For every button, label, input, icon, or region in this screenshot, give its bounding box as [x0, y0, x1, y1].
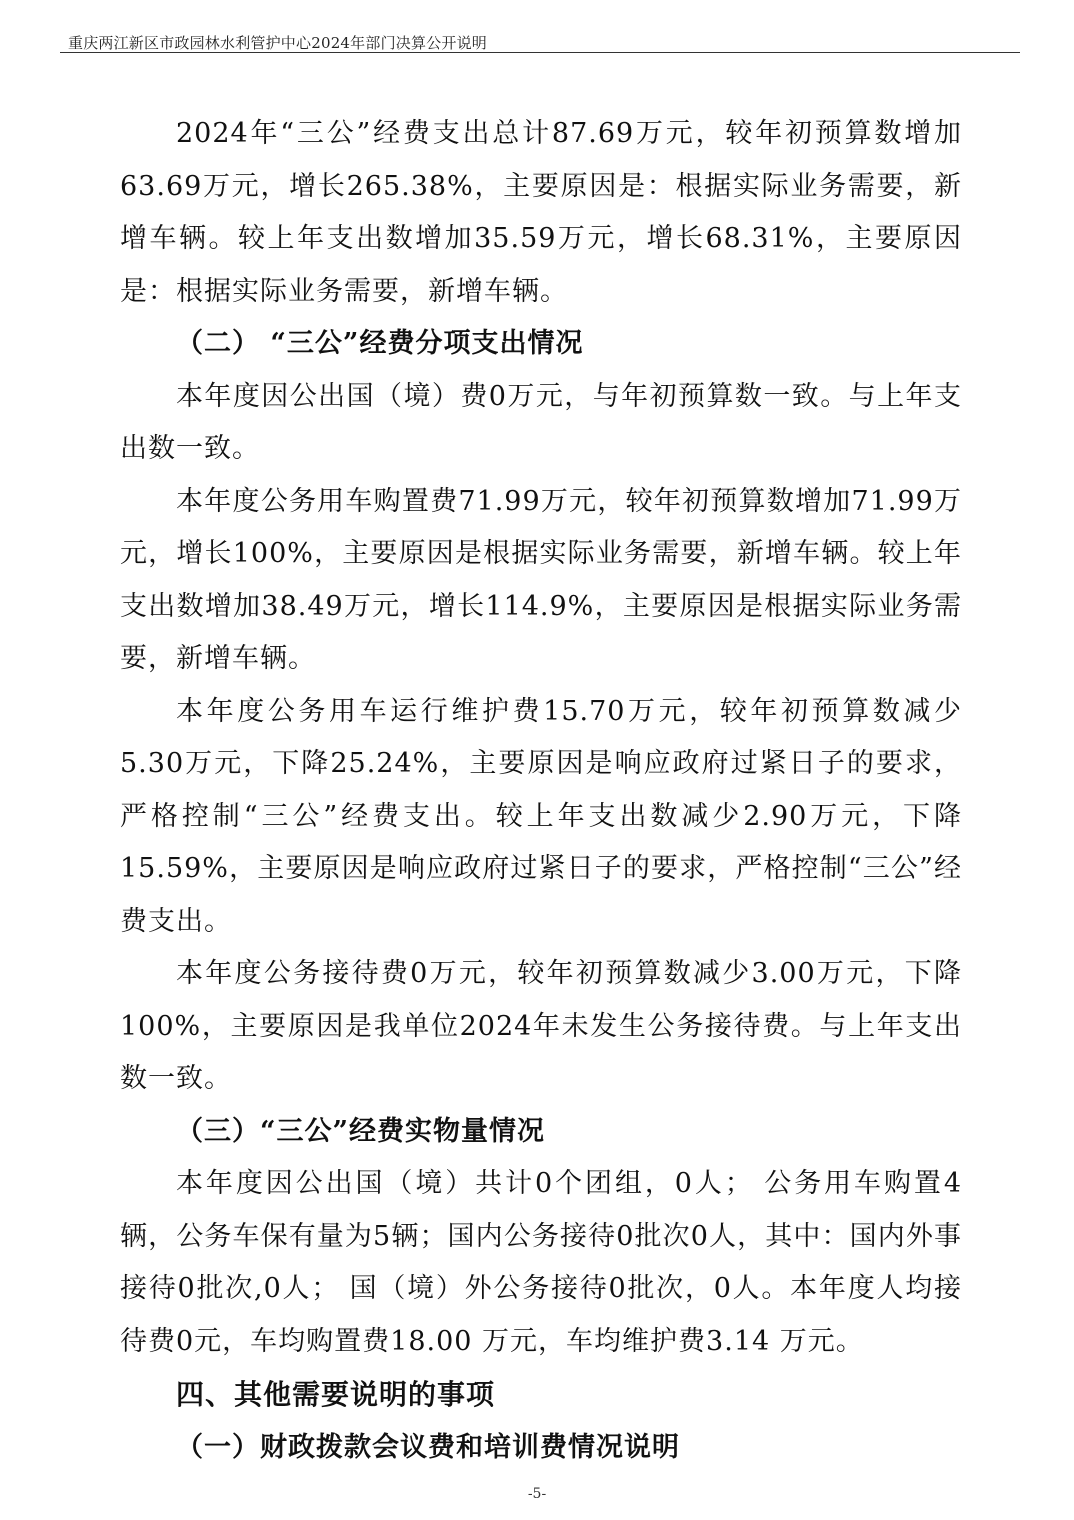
page-number: -5- — [527, 1486, 547, 1502]
paragraph-vehicle-purchase: 本年度公务用车购置费71.99万元，较年初预算数增加71.99万元，增长100%，主要原因是根据实际业务需要，新增车辆。较上年支出数增加38.49万元，增长114.9%，主要原因是根据实际业务需要，新增车辆。 — [120, 485, 962, 674]
paragraph-physical-quantity: 本年度因公出国（境）共计0个团组，0人； 公务用车购置4辆，公务车保有量为5辆；国内公务接待0批次0人，其中：国内外事接待0批次,0人； 国（境）外公务接待0批次，0人。本年度人均接待费0元，车均购置费18.00 万元，车均维护费3.14 万元。 — [120, 1168, 962, 1357]
header-divider — [60, 52, 1020, 53]
paragraph-vehicle-maintenance: 本年度公务用车运行维护费15.70万元，较年初预算数减少5.30万元，下降25.24%，主要原因是响应政府过紧日子的要求，严格控制“三公”经费支出。较上年支出数减少2.90万元，下降15.59%，主要原因是响应政府过紧日子的要求，严格控制“三公”经费支出。 — [120, 695, 962, 937]
page-header-title: 重庆两江新区市政园林水利管护中心2024年部门决算公开说明 — [68, 34, 487, 52]
subheading-meeting-training-fees: （一）财政拨款会议费和培训费情况说明 — [176, 1432, 680, 1463]
section-heading-other-matters: 四、其他需要说明的事项 — [176, 1378, 496, 1411]
paragraph-total-expenditure: 2024年“三公”经费支出总计87.69万元，较年初预算数增加63.69万元，增长265.38%，主要原因是：根据实际业务需要，新增车辆。较上年支出数增加35.59万元，增长68.31%，主要原因是：根据实际业务需要，新增车辆。 — [120, 118, 962, 307]
subheading-itemized-expenditure: （二） “三公”经费分项支出情况 — [176, 328, 584, 359]
paragraph-overseas-travel: 本年度因公出国（境）费0万元，与年初预算数一致。与上年支出数一致。 — [120, 380, 962, 464]
subheading-physical-quantity: （三）“三公”经费实物量情况 — [176, 1115, 546, 1147]
document-body — [120, 108, 962, 1475]
paragraph-official-reception: 本年度公务接待费0万元，较年初预算数减少3.00万元，下降100%，主要原因是我单位2024年未发生公务接待费。与上年支出数一致。 — [120, 958, 962, 1094]
